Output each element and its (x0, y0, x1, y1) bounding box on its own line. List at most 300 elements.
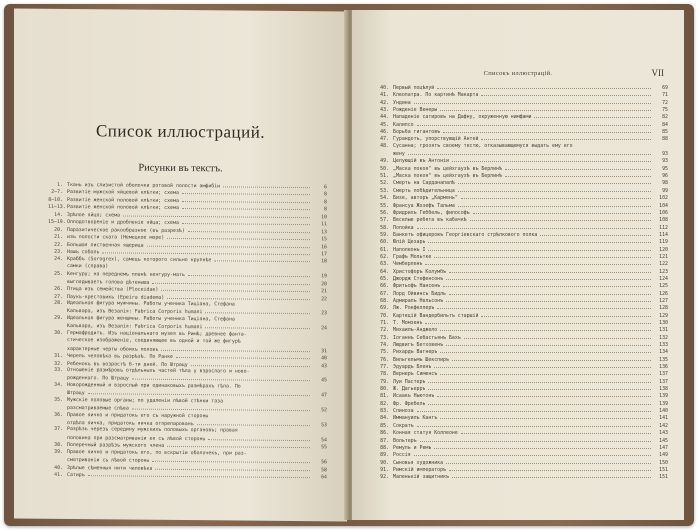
entry-page-number: 123 (659, 268, 668, 275)
entry-page-number: 145 (659, 437, 668, 444)
entry-number: 36. (54, 411, 63, 418)
list-item (374, 414, 668, 421)
dot-leader (437, 392, 651, 397)
dot-leader (481, 135, 651, 140)
dot-leader (88, 389, 310, 396)
dot-leader (576, 143, 651, 147)
entry-title: Идеальная фигура мужчины. Работы ученика Тиціана, Стефана (67, 300, 235, 308)
dot-leader (182, 204, 310, 210)
entry-number: 58. (380, 224, 389, 231)
entry-page-number: 6 (324, 184, 327, 191)
entry-title: Исаакъ Ньютонъ (393, 393, 435, 400)
entry-number: 38. (54, 442, 63, 449)
entry-title: Іоганнъ Себастьянъ Бахъ (393, 334, 461, 341)
dot-leader (420, 437, 651, 442)
dot-leader (452, 157, 651, 162)
dot-leader (123, 211, 310, 218)
entry-number: 24. (54, 256, 63, 263)
entry-title: Кальвара, изъ Везалія: Fabrica Corporis humani (67, 323, 203, 331)
list-item (374, 231, 668, 238)
entry-number: 14. (54, 211, 63, 218)
entry-number: 50. (380, 165, 389, 172)
dot-leader (473, 209, 651, 214)
entry-page-number: 22 (321, 295, 327, 302)
running-head: Списокъ иллюстрацій. (483, 70, 553, 77)
entry-number: 35. (54, 396, 63, 403)
entry-title: Иммануилъ Кантъ (393, 415, 438, 422)
dot-leader (161, 345, 310, 351)
dot-leader (211, 413, 310, 418)
list-item (374, 392, 668, 399)
dot-leader (132, 405, 310, 412)
dot-leader (425, 260, 651, 265)
entry-number: 49. (380, 158, 389, 165)
dot-leader (244, 339, 310, 344)
entry-title: Россія (393, 452, 411, 459)
entry-number: 75. (380, 349, 389, 356)
entry-number: 85. (380, 422, 389, 429)
entry-page-number: 134 (659, 349, 668, 356)
entry-title: Нашъ соболь (67, 248, 100, 256)
dot-leader (241, 428, 310, 433)
entry-page-number: 47 (321, 392, 327, 399)
list-item (374, 113, 668, 120)
list-item (374, 385, 668, 392)
dot-leader (188, 227, 310, 233)
entry-title: Черепъ человѣка въ разрѣзѣ. По Ранке (67, 353, 173, 360)
entry-title: Идеальная фигура женщины. Работы ученика Тиціана, Стефана (67, 314, 235, 323)
dot-leader (111, 263, 310, 269)
entry-number: 73. (380, 334, 389, 341)
entry-title: Первый поцѣлуй (393, 85, 435, 91)
entry-title: Банкетъ офицеровъ Георгіевскаго стрѣлкового полка (393, 231, 538, 238)
dot-leader (147, 241, 310, 247)
dot-leader (540, 231, 651, 236)
entry-number: 34. (54, 381, 63, 388)
entry-number: 27. (54, 293, 63, 300)
entry-title: Гермафродитъ. Изъ національнаго музея въ Римѣ; древнее фанта- (67, 329, 247, 338)
entry-number: 44. (380, 114, 389, 121)
dot-leader (167, 293, 310, 299)
list-item (374, 341, 668, 348)
entry-title: Ткань изъ слизистой оболочки ротовой полости амфибіи (67, 182, 221, 190)
entry-page-number: 15 (321, 236, 327, 243)
entry-title: Веселые ребята въ кабачкѣ (393, 217, 467, 224)
entry-title: Христофоръ Колумбъ (393, 268, 446, 275)
entry-number: 8—10. (48, 196, 63, 203)
entry-page-number: 135 (659, 356, 668, 363)
entry-title: Сатиръ (67, 472, 85, 479)
dot-leader (167, 442, 310, 448)
entry-number: 54. (380, 195, 389, 202)
entry-page-number: 136 (659, 364, 668, 371)
list-item (374, 282, 668, 289)
list-item (374, 253, 668, 260)
entry-number: 68. (380, 297, 389, 304)
entry-number: 70. (380, 312, 389, 319)
dot-leader (188, 271, 310, 277)
section-heading: Рисунки въ текстъ. (138, 162, 223, 175)
dot-leader (414, 99, 651, 104)
dot-leader (425, 319, 651, 324)
entry-title: рожденнаго. По Штрацу (67, 375, 129, 382)
entry-number: 71. (380, 320, 389, 326)
entry-title: Ремуль и Ремъ (393, 444, 432, 451)
right-page (352, 10, 684, 520)
entry-title: Вольтеръ (393, 437, 417, 444)
dot-leader (440, 326, 651, 331)
list-item (374, 466, 668, 473)
dot-leader (176, 353, 310, 359)
entry-title: Фридрихъ Геббель, философъ (393, 209, 470, 216)
dot-leader (182, 189, 310, 195)
entry-number: 60. (380, 239, 389, 246)
entry-number: 21. (54, 233, 63, 241)
entry-page-number: 95 (662, 165, 668, 172)
entry-title: Целующій въ Антоніи (393, 158, 449, 165)
entry-page-number: 54 (321, 437, 327, 444)
entry-page-number: 114 (659, 231, 668, 238)
dot-leader (182, 219, 310, 225)
dot-leader (191, 361, 310, 367)
entry-number: 78. (380, 371, 389, 378)
entry-page-number: 18 (321, 258, 327, 265)
entry-page-number: 131 (659, 327, 668, 334)
entry-page-number: 85 (662, 129, 668, 136)
entry-number: 40. (54, 464, 63, 471)
entry-page-number: 96 (662, 173, 668, 180)
dot-leader (443, 128, 651, 133)
list-item (374, 437, 668, 444)
list-item (374, 473, 668, 480)
entry-title: Фр. Фребель (393, 400, 426, 407)
entry-page-number: 10 (321, 213, 327, 221)
list-item (374, 363, 668, 370)
entry-title: Маленькій защитникъ (393, 474, 449, 481)
entry-title: Рихардъ Вагнеръ (393, 349, 438, 356)
entry-number: 55. (380, 202, 389, 209)
list-item (374, 106, 668, 113)
entry-page-number: 124 (659, 275, 668, 282)
entry-number: 1. (57, 181, 63, 188)
entry-title: Ребенокъ въ возрастѣ 6-ти дней. По Штрацу (67, 360, 188, 368)
entry-number: 63. (380, 261, 389, 268)
dot-leader (464, 334, 651, 339)
dot-leader (417, 407, 651, 412)
entry-page-number: 102 (659, 195, 668, 202)
entry-title: Мужскіе половые органы; по удаленіи лѣвой стѣнки таза (67, 396, 224, 405)
entry-title: Рожденіе Венеры (393, 107, 438, 114)
entry-title: Развитіе мужской яйцевой клѣтки; схема (67, 189, 179, 197)
entry-title: Михаилъ-Анджело (393, 327, 438, 334)
entry-number: 92. (380, 474, 389, 481)
entry-number: 37. (54, 426, 63, 433)
entry-title: Фритьофъ Нансенъ (393, 283, 441, 290)
entry-title: Франсуа Жозефъ Тальма (393, 202, 455, 209)
dot-leader (461, 194, 651, 199)
entry-title: Зрѣлое яйцо; схема (67, 211, 120, 219)
entry-title: Оплодотвореніе и дробленіе яйца; схема (67, 219, 179, 227)
entry-title: отдѣла яичка, придатокъ яичка отпрепарованъ (67, 420, 194, 428)
entry-number: 80. (380, 386, 389, 393)
dot-leader (428, 238, 651, 243)
entry-title: характерные черты обоихъ половъ (67, 345, 159, 353)
entry-number: 59. (380, 231, 389, 238)
dot-leader (417, 121, 651, 126)
entry-number: 66. (380, 283, 389, 290)
entry-page-number: 58 (321, 466, 327, 473)
dot-leader (505, 165, 651, 170)
entry-page-number: 106 (659, 209, 668, 216)
entry-page-number: 150 (659, 459, 668, 466)
dot-leader (182, 197, 310, 203)
entry-title: Спиноза (393, 408, 414, 415)
entry-number: 28. (54, 299, 63, 306)
entry-title: стическое изображеніе, соединяющее въ одной и той же фигурѣ (67, 337, 241, 345)
dot-leader (449, 466, 651, 471)
entry-title: Ж. Дагьерръ (393, 386, 426, 393)
entry-title: Эдуардъ Бленъ (393, 364, 432, 371)
entry-page-number: 137 (659, 371, 668, 378)
dot-leader (437, 84, 651, 89)
entry-page-number: 72 (662, 99, 668, 106)
dot-leader (161, 286, 310, 292)
entry-title: половина при разсматриваніи ея съ лѣвой стороны (67, 434, 206, 443)
entry-title: Калипсо (393, 121, 414, 128)
entry-title: Сыновья художника (393, 459, 444, 466)
dot-leader (440, 106, 651, 111)
entry-title: Паразитическое ракообразное (въ разрезѣ) (67, 226, 185, 234)
entry-page-number: 108 (659, 217, 668, 224)
entry-page-number: 139 (659, 400, 668, 407)
left-page (14, 9, 347, 522)
dot-leader (428, 385, 651, 390)
dot-leader (428, 378, 651, 383)
entry-number: 31. (54, 352, 63, 360)
list-item (374, 224, 668, 231)
entry-number: 91. (380, 466, 389, 473)
dot-leader (446, 297, 651, 302)
entry-page-number: 130 (659, 320, 668, 326)
entry-page-number: 21 (321, 288, 327, 295)
entry-number: 65. (380, 275, 389, 282)
list-item (374, 348, 668, 355)
list-item (374, 84, 668, 91)
dot-leader (226, 398, 310, 403)
dot-leader (452, 473, 651, 478)
entry-title: Развитіе женской половой клѣтки; схема (67, 196, 179, 204)
entry-number: 77. (380, 364, 389, 371)
entry-title: выглядываетъ голова дѣтеныша (67, 278, 150, 286)
dot-leader (440, 414, 651, 419)
dot-leader (88, 471, 310, 478)
entry-title: Правое яичко и придатокъ его съ наружной стороны (67, 411, 209, 419)
entry-page-number: 8 (324, 206, 327, 213)
dot-leader (223, 182, 310, 188)
entry-page-number: 52 (321, 407, 327, 414)
list-item (374, 165, 668, 172)
entry-page-number: 98 (662, 180, 668, 187)
entry-title: Разрѣзъ черезъ середину мужскихъ половыхъ органовъ; правая (67, 426, 238, 434)
list-item (374, 370, 668, 377)
entry-title: Поперечный разрѣзъ мужского члена (67, 442, 165, 450)
entry-page-number: 69 (662, 85, 668, 91)
entry-page-number: 149 (659, 452, 668, 459)
dot-leader (244, 383, 310, 388)
dot-leader (102, 248, 310, 255)
list-item (374, 194, 668, 201)
list-item (374, 135, 668, 142)
dot-leader (152, 457, 310, 463)
entry-number: 23. (54, 248, 63, 255)
entry-title: Картецій Вандербильтъ старшій (393, 312, 479, 319)
dot-leader (205, 324, 310, 330)
entry-page-number: 119 (659, 239, 668, 246)
list-item (374, 260, 668, 267)
list-item (374, 172, 668, 179)
entry-page-number: 137 (659, 378, 668, 385)
dot-leader (505, 172, 651, 177)
entry-number: 48. (380, 142, 389, 149)
entry-page-number: 23 (321, 310, 327, 317)
dot-leader (440, 370, 651, 375)
list-item (374, 150, 668, 157)
dot-leader (443, 282, 651, 287)
dot-leader (440, 348, 651, 353)
entry-title: Графъ Мольтке (393, 253, 432, 260)
entry-number: 89. (380, 452, 389, 459)
list-item (374, 459, 668, 466)
dot-leader (446, 341, 651, 346)
entry-number: 32. (54, 360, 63, 367)
list-item (374, 202, 668, 209)
dot-leader (197, 420, 310, 426)
entry-page-number: 17 (321, 251, 327, 258)
entry-page-number: 138 (659, 386, 668, 393)
list-item (374, 157, 668, 164)
entry-number: 52. (380, 180, 389, 187)
dot-leader (238, 302, 310, 307)
entry-number: 88. (380, 444, 389, 451)
entry-number: 39. (54, 448, 63, 455)
entry-page-number: 104 (659, 202, 668, 209)
entry-page-number: 126 (659, 290, 668, 297)
entry-page-number: 88 (662, 136, 668, 143)
dot-leader (458, 179, 651, 184)
dot-leader (167, 234, 310, 240)
entry-page-number: 19 (321, 273, 327, 280)
entry-title: Отношеніе размѣровъ отдѣльныхъ частей тѣла у взрослаго и ново- (67, 366, 250, 375)
entry-number: 72. (380, 327, 389, 334)
entry-page-number: 112 (659, 224, 668, 231)
entry-page-number: 43 (321, 362, 327, 369)
entry-page-number: 140 (659, 408, 668, 415)
list-item (374, 209, 668, 216)
entry-page-number: 128 (659, 305, 668, 312)
entry-number: 53. (380, 187, 389, 194)
entry-page-number: 93 (662, 151, 668, 158)
entry-title: Юлій Цезарь (393, 239, 426, 246)
illustrations-list-right (374, 84, 668, 481)
dot-leader (155, 464, 310, 470)
entry-page-number: 151 (659, 474, 668, 481)
entry-page-number: 127 (659, 297, 668, 304)
entry-title: Зрѣлые сѣменныя нити человѣка (67, 464, 153, 472)
list-item (374, 407, 668, 414)
dot-leader (414, 451, 651, 456)
dot-leader (253, 369, 310, 374)
list-item (374, 451, 668, 458)
list-item (374, 187, 668, 194)
entry-title: Попойка (393, 224, 414, 231)
entry-title: Смерть на Сарданапалѣ (393, 180, 455, 187)
entry-title: сматриваніи съ лѣвой стороны (67, 457, 150, 464)
dot-leader (449, 268, 651, 273)
dot-leader (534, 113, 651, 118)
entry-page-number: 120 (659, 246, 668, 253)
entry-number: 42. (380, 99, 389, 106)
dot-leader (152, 278, 310, 284)
entry-number: 45. (380, 121, 389, 128)
entry-page-number: 55 (321, 444, 327, 451)
entry-page-number: 133 (659, 342, 668, 349)
entry-number: 2—7. (51, 189, 63, 196)
entry-title: Вильгельмъ Шекспиръ (393, 356, 449, 363)
list-item (48, 471, 327, 481)
dot-leader (132, 375, 310, 382)
entry-number: 29. (54, 314, 63, 321)
entry-number: 67. (380, 290, 389, 297)
entry-number: 46. (380, 129, 389, 136)
entry-title: Сусанна; грозятъ своему тестю, отказывающемуся выдать ему его (393, 142, 573, 149)
entry-title: Штрацу (67, 390, 85, 397)
dot-leader (449, 290, 651, 295)
entry-page-number: 147 (659, 444, 668, 451)
illustrations-list-left (48, 181, 327, 481)
dot-leader (205, 309, 310, 315)
entry-number: 64. (380, 268, 389, 275)
entry-page-number: 132 (659, 334, 668, 341)
entry-page-number: 93 (662, 158, 668, 165)
entry-page-number: 20 (321, 280, 327, 287)
entry-number: 22. (54, 241, 63, 248)
entry-title: изъ полости ската (Немецкое море) (67, 234, 165, 241)
entry-title: Людвигъ Бетховенъ (393, 342, 444, 349)
list-item (374, 444, 668, 451)
entry-title: Чемберленъ (393, 261, 423, 268)
entry-title: Паукъ-крестовикъ (Epeira diadema) (67, 293, 165, 301)
page-title: Список иллюстраций. (95, 121, 266, 142)
list-item (374, 121, 668, 128)
entry-title: Клеопатра. По картинѣ Макарта (393, 92, 479, 99)
list-item (374, 378, 668, 385)
list-item (374, 216, 668, 223)
entry-page-number: 13 (321, 228, 327, 235)
entry-number: 41. (54, 471, 63, 479)
entry-title: Краббъ (Sorogrex), самецъ которого сильно крупнѣе (67, 256, 212, 264)
list-item (374, 400, 668, 407)
entry-title: Развитіе женской половой клѣтки; схема (67, 204, 179, 212)
entry-title: Птица изъ семейства (Ploceidae) (67, 286, 159, 293)
entry-title: Конная статуя Коллеоне (393, 430, 458, 437)
list-item (374, 238, 668, 245)
entry-title: Большая лиственная ящерица (67, 241, 144, 249)
entry-number: 20. (54, 226, 63, 233)
dot-leader (446, 275, 651, 280)
entry-page-number: 82 (662, 114, 668, 121)
entry-title: Кальвара, изъ Везалія: Fabrica Corporis humani (67, 308, 203, 316)
entry-number: 40. (380, 85, 389, 91)
